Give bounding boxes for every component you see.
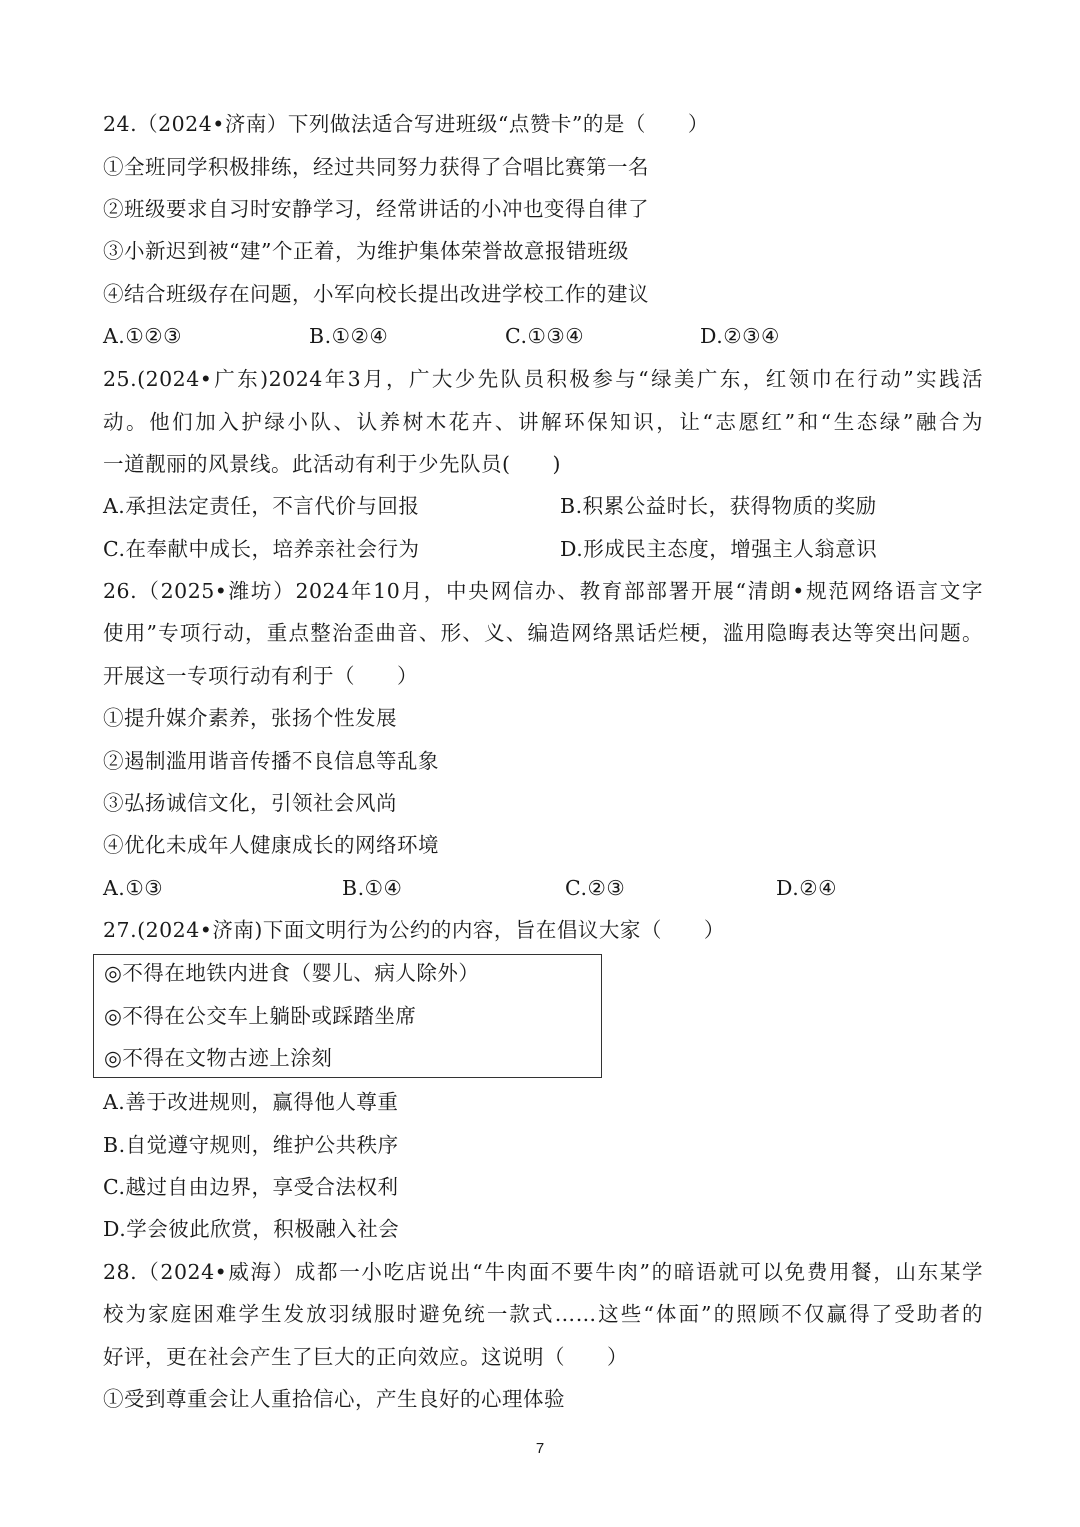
q27-stem: 27.(2024•济南)下面文明行为公约的内容，旨在倡议大家（ ） (103, 918, 725, 942)
q26-option-b: B.①④ (342, 876, 403, 900)
q24-option-a: A.①②③ (103, 324, 182, 348)
q26-statement-1: ①提升媒介素养，张扬个性发展 (103, 706, 397, 730)
q24-statement-3: ③小新迟到被“建”个正着，为维护集体荣誉故意报错班级 (103, 239, 629, 263)
q26-option-c: C.②③ (565, 876, 626, 900)
q26-statement-4: ④优化未成年人健康成长的网络环境 (103, 833, 439, 857)
q28-stem-line-1: 28.（2024•威海）成都一小吃店说出“牛肉面不要牛肉”的暗语就可以免费用餐，山东某学 (103, 1260, 983, 1284)
q27-option-d: D.学会彼此欣赏，积极融入社会 (103, 1217, 400, 1241)
q26-stem-line-2: 使用”专项行动，重点整治歪曲音、形、义、编造网络黑话烂梗，滥用隐晦表达等突出问题。 (103, 621, 983, 645)
q25-option-d: D.形成民主态度，增强主人翁意识 (560, 537, 878, 561)
q24-stem: 24.（2024•济南）下列做法适合写进班级“点赞卡”的是（ ） (103, 112, 709, 136)
q28-stem-line-3: 好评，更在社会产生了巨大的正向效应。这说明（ ） (103, 1345, 628, 1369)
q26-option-d: D.②④ (776, 876, 837, 900)
q27-box-line-3: ◎不得在文物古迹上涂刻 (104, 1046, 333, 1070)
q27-option-c: C.越过自由边界，享受合法权利 (103, 1175, 399, 1199)
q26-statement-2: ②遏制滥用谐音传播不良信息等乱象 (103, 749, 439, 773)
q26-option-a: A.①③ (103, 876, 164, 900)
q24-statement-2: ②班级要求自习时安静学习，经常讲话的小冲也变得自律了 (103, 197, 649, 221)
q24-statement-1: ①全班同学积极排练，经过共同努力获得了合唱比赛第一名 (103, 155, 649, 179)
q24-option-b: B.①②④ (309, 324, 389, 348)
q25-option-a: A.承担法定责任，不言代价与回报 (103, 494, 420, 518)
q25-stem-line-2: 动。他们加入护绿小队、认养树木花卉、讲解环保知识，让“志愿红”和“生态绿”融合为 (103, 410, 983, 434)
q26-statement-3: ③弘扬诚信文化，引领社会风尚 (103, 791, 397, 815)
q27-box-line-1: ◎不得在地铁内进食（婴儿、病人除外） (104, 961, 480, 985)
q25-stem-line-3: 一道靓丽的风景线。此活动有利于少先队员( ) (103, 452, 561, 476)
q24-statement-4: ④结合班级存在问题，小军向校长提出改进学校工作的建议 (103, 282, 649, 306)
q25-option-c: C.在奉献中成长，培养亲社会行为 (103, 537, 420, 561)
q27-convention-box (93, 954, 602, 1078)
page-number: 7 (535, 1440, 545, 1457)
q25-stem-line-1: 25.(2024•广东)2024年3月，广大少先队员积极参与“绿美广东，红领巾在行动”实践活 (103, 367, 983, 391)
q24-option-d: D.②③④ (700, 324, 780, 348)
q27-option-a: A.善于改进规则，赢得他人尊重 (103, 1090, 399, 1114)
q26-stem-line-3: 开展这一专项行动有利于（ ） (103, 664, 418, 688)
q28-statement-1: ①受到尊重会让人重拾信心，产生良好的心理体验 (103, 1387, 565, 1411)
q27-option-b: B.自觉遵守规则，维护公共秩序 (103, 1133, 399, 1157)
q25-option-b: B.积累公益时长，获得物质的奖励 (560, 494, 877, 518)
q28-stem-line-2: 校为家庭困难学生发放羽绒服时避免统一款式……这些“体面”的照顾不仅赢得了受助者的 (103, 1302, 983, 1326)
q27-box-line-2: ◎不得在公交车上躺卧或踩踏坐席 (104, 1004, 417, 1028)
q26-stem-line-1: 26.（2025•潍坊）2024年10月，中央网信办、教育部部署开展“清朗•规范网络语言文字 (103, 579, 983, 603)
q24-option-c: C.①③④ (505, 324, 585, 348)
